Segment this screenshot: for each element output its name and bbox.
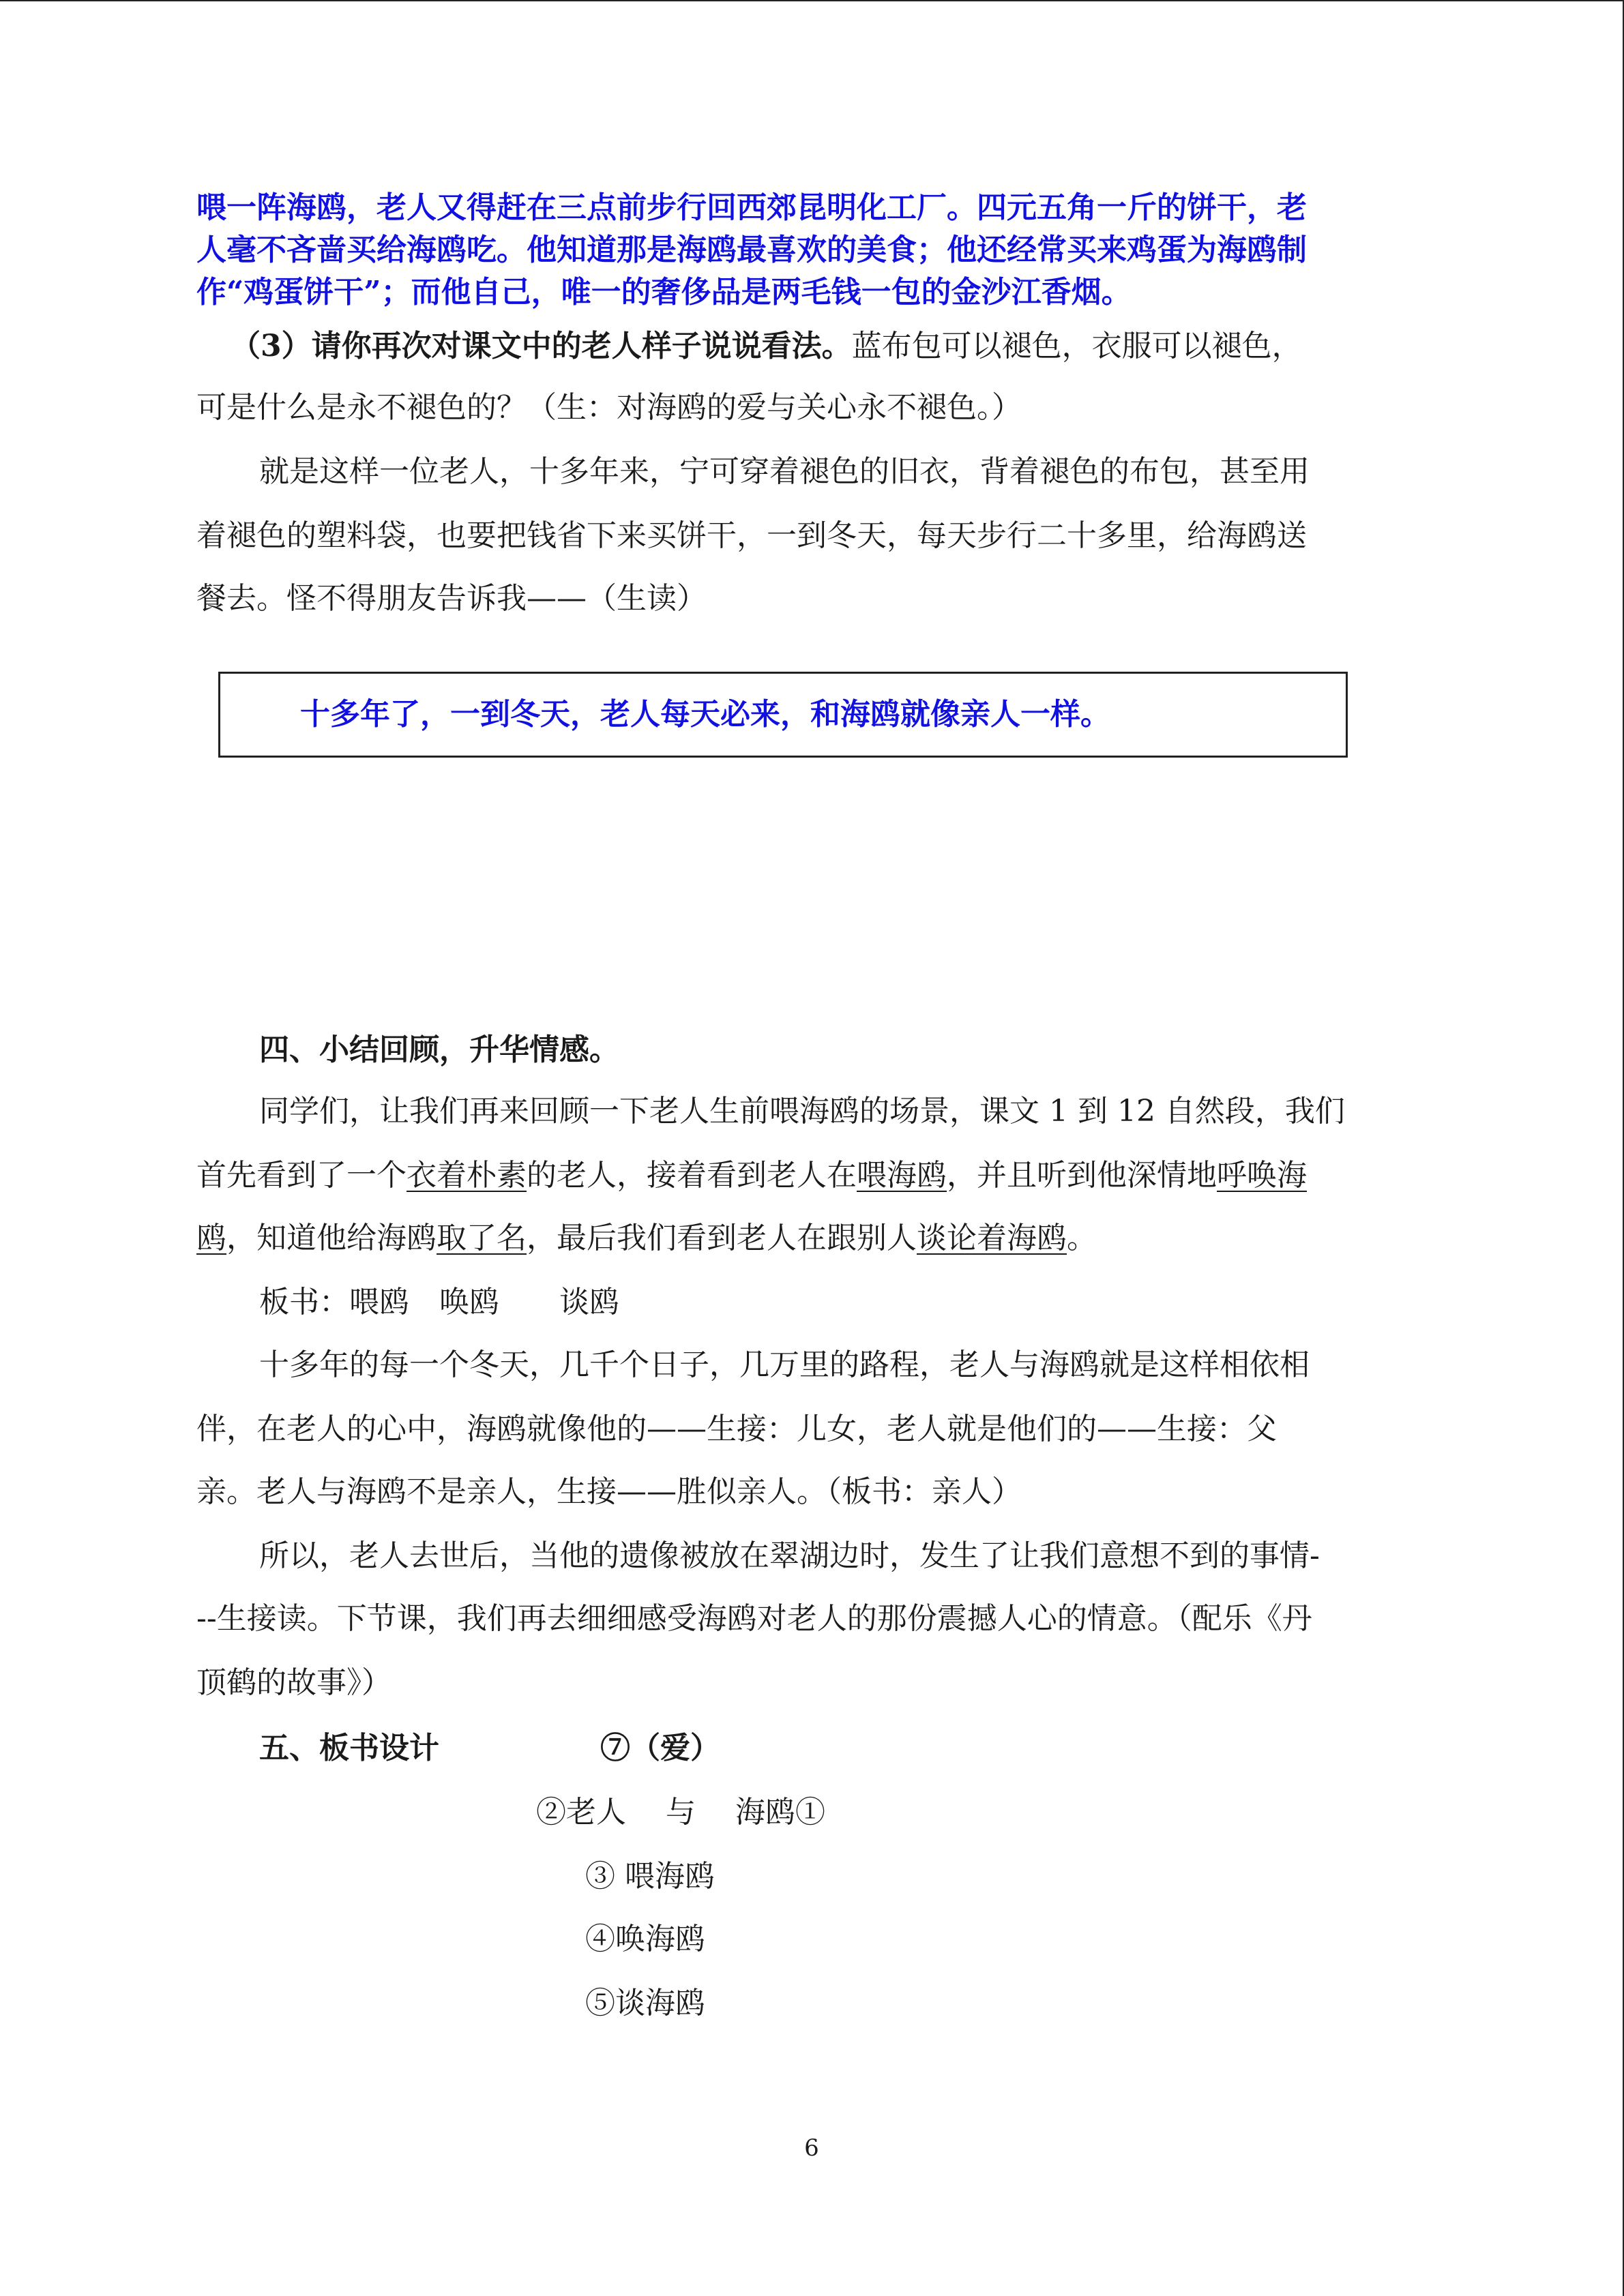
page-number: 6 [804,2134,819,2162]
blue-paragraph-line-2: 人毫不吝啬买给海鸥吃。他知道那是海鸥最喜欢的美食；他还经常买来鸡蛋为海鸥制 [196,233,1307,267]
q3-line1-rest: 蓝布包可以褪色，衣服可以褪色， [851,329,1302,363]
section4-p3-line-3: 顶鹤的故事》） [196,1665,392,1700]
section4-p1-line-3: 鸥，知道他给海鸥取了名，最后我们看到老人在跟别人谈论着海鸥。 [196,1221,1097,1255]
q3-line-1 [231,326,1458,367]
blue-paragraph-line-1: 喂一阵海鸥，老人又得赶在三点前步行回西郊昆明化工厂。四元五角一斤的饼干，老 [196,190,1307,225]
quote-text: 十多年了，一到冬天，老人每天必来，和海鸥就像亲人一样。 [300,697,1110,732]
board-row-main: ②老人 与 海鸥① [536,1795,825,1830]
underline-named: 取了名 [437,1221,527,1255]
board-item-7: ⑦（爱） [600,1731,720,1765]
board-note: 板书：喂鸥 唤鸥 谈鸥 [259,1285,619,1320]
section5-heading: 五、板书设计 [259,1731,439,1765]
blue-paragraph-line-3: 作“鸡蛋饼干”；而他自己，唯一的奢侈品是两毛钱一包的金沙江香烟。 [196,275,1132,310]
underline-feed-gulls: 喂海鸥 [857,1158,947,1193]
section4-p3-line-1: 所以，老人去世后，当他的遗像被放在翠湖边时，发生了让我们意想不到的事情- [259,1538,1320,1573]
board-item-3: ③ 喂海鸥 [585,1859,715,1894]
underline-plain-clothes: 衣着朴素 [407,1158,527,1193]
para-old-man-line-1: 就是这样一位老人，十多年来，宁可穿着褪色的旧衣，背着褪色的布包，甚至用 [259,454,1310,489]
section4-p1-line-2: 首先看到了一个衣着朴素的老人，接着看到老人在喂海鸥，并且听到他深情地呼唤海 [196,1158,1307,1193]
underline-talk-gulls: 谈论着海鸥 [917,1221,1067,1255]
board-item-4: ④唤海鸥 [585,1922,705,1956]
section4-p1-line-1: 同学们，让我们再来回顾一下老人生前喂海鸥的场景，课文 1 到 12 自然段，我们 [259,1094,1345,1129]
section4-p2-line-1: 十多年的每一个冬天，几千个日子，几万里的路程，老人与海鸥就是这样相依相 [259,1347,1310,1382]
section4-p2-line-3: 亲。老人与海鸥不是亲人，生接——胜似亲人。（板书：亲人） [196,1474,1022,1509]
underline-call-gulls: 呼唤海 [1217,1158,1307,1193]
section4-heading: 四、小结回顾，升华情感。 [259,1032,619,1067]
q3-prompt: （3）请你再次对课文中的老人样子说说看法。 [231,329,852,363]
para-old-man-line-3: 餐去。怪不得朋友告诉我——（生读） [196,581,707,616]
section4-p3-line-2: --生接读。下节课，我们再去细细感受海鸥对老人的那份震撼人心的情意。（配乐《丹 [196,1601,1312,1636]
board-item-5: ⑤谈海鸥 [585,1986,705,2021]
q3-line-2: 可是什么是永不褪色的？（生：对海鸥的爱与关心永不褪色。） [196,390,1022,425]
para-old-man-line-2: 着褪色的塑料袋，也要把钱省下来买饼干，一到冬天，每天步行二十多里，给海鸥送 [196,518,1307,553]
section4-p2-line-2: 伴，在老人的心中，海鸥就像他的——生接：儿女，老人就是他们的——生接：父 [196,1412,1277,1446]
